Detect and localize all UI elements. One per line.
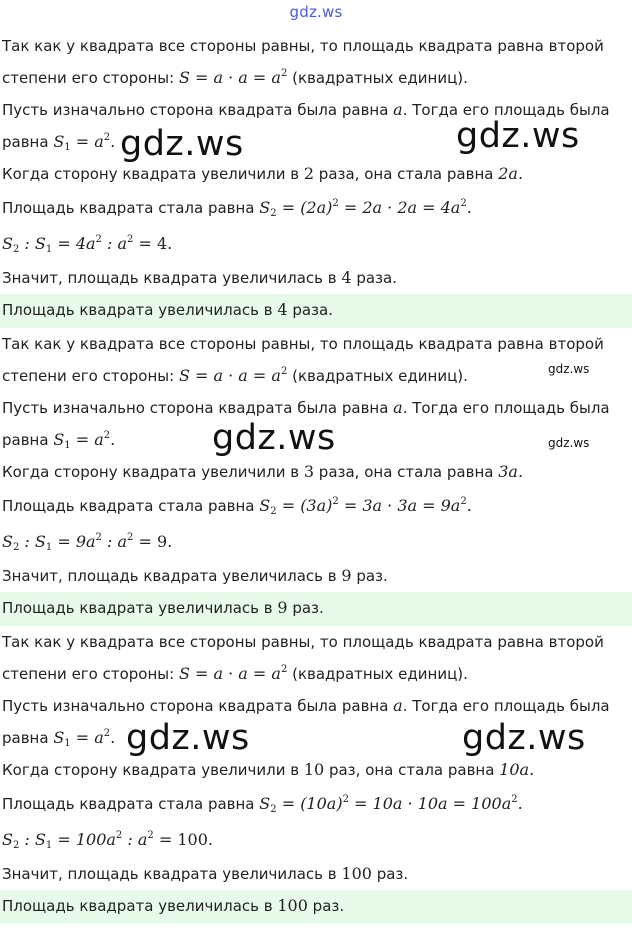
assumption-line: Пусть изначально сторона квадрата была равна a. Тогда его площадь была bbox=[2, 398, 610, 417]
answer-box: Площадь квадрата увеличилась в 4 раза. bbox=[0, 294, 632, 328]
solution-section-3 bbox=[0, 626, 632, 924]
new-area-formula: $S_2 = (3a)^2 = 3a \cdot 3a = 9a^2$. bbox=[259, 496, 472, 517]
area-formula: $S = a \cdot a = a^2$ bbox=[178, 366, 288, 385]
watermark-text: gdz.ws bbox=[462, 718, 586, 758]
area-formula: $S = a \cdot a = a^2$ bbox=[178, 664, 288, 683]
new-area-line: Площадь квадрата стала равна $S_2 = (2a)^2 = 2a \cdot 2a = 4a^2$. bbox=[2, 198, 472, 219]
ratio-line bbox=[0, 524, 632, 560]
solution-section-2 bbox=[0, 328, 632, 626]
assumption-line: Пусть изначально сторона квадрата была равна a. Тогда его площадь была bbox=[2, 696, 610, 715]
statement-line: Так как у квадрата все стороны равны, то площадь квадрата равна второй bbox=[2, 633, 604, 651]
area-formula-line: степени его стороны: $S = a \cdot a = a^2$ (квадратных единиц). bbox=[2, 68, 468, 87]
ratio-formula: $S_2$ : $S_1 = 100a^2$ : $a^2 = 100$. bbox=[2, 830, 213, 851]
site-logo[interactable]: gdz.ws bbox=[289, 3, 343, 21]
watermark-text: gdz.ws bbox=[126, 718, 250, 758]
answer-box: Площадь квадрата увеличилась в 9 раз. bbox=[0, 592, 632, 626]
area-formula-line: степени его стороны: $S = a \cdot a = a^2$ (квадратных единиц). bbox=[2, 664, 468, 683]
ratio-line bbox=[0, 226, 632, 262]
assumption-line: Пусть изначально сторона квадрата была равна a. Тогда его площадь была bbox=[2, 100, 610, 119]
new-area-formula: $S_2 = (10a)^2 = 10a \cdot 10a = 100a^2$. bbox=[259, 794, 523, 815]
watermark-text: gdz.ws bbox=[548, 436, 590, 450]
conclusion-line: Значит, площадь квадрата увеличилась в 100 раз. bbox=[2, 864, 409, 883]
watermark-text: gdz.ws bbox=[212, 418, 336, 458]
new-area-line: Площадь квадрата стала равна $S_2 = (3a)^2 = 3a \cdot 3a = 9a^2$. bbox=[2, 496, 472, 517]
initial-area-formula: $S_1 = a^2$. bbox=[53, 728, 116, 749]
ratio-line bbox=[0, 822, 632, 858]
initial-area-formula: $S_1 = a^2$. bbox=[53, 430, 116, 451]
side-increase-line: Когда сторону квадрата увеличили в 2 раза, она стала равна 2a. bbox=[2, 164, 524, 183]
initial-area-formula: $S_1 = a^2$. bbox=[53, 132, 116, 153]
watermark-text: gdz.ws bbox=[456, 116, 580, 156]
initial-area-line: равна $S_1 = a^2$. bbox=[2, 132, 116, 153]
statement-line: Так как у квадрата все стороны равны, то площадь квадрата равна второй bbox=[2, 335, 604, 353]
ratio-formula: $S_2$ : $S_1 = 9a^2$ : $a^2 = 9$. bbox=[2, 532, 173, 553]
initial-area-line: равна $S_1 = a^2$. bbox=[2, 728, 116, 749]
ratio-formula: $S_2$ : $S_1 = 4a^2$ : $a^2 = 4$. bbox=[2, 234, 173, 255]
new-area-formula: $S_2 = (2a)^2 = 2a \cdot 2a = 4a^2$. bbox=[259, 198, 472, 219]
new-area-line: Площадь квадрата стала равна $S_2 = (10a)^2 = 10a \cdot 10a = 100a^2$. bbox=[2, 794, 523, 815]
answer-box: Площадь квадрата увеличилась в 100 раз. bbox=[0, 890, 632, 924]
solution-section-1 bbox=[0, 30, 632, 328]
side-increase-line: Когда сторону квадрата увеличили в 10 раз, она стала равна 10a. bbox=[2, 760, 535, 779]
conclusion-line: Значит, площадь квадрата увеличилась в 4 раза. bbox=[2, 268, 397, 287]
area-formula: $S = a \cdot a = a^2$ bbox=[178, 68, 288, 87]
watermark-text: gdz.ws bbox=[548, 362, 590, 376]
watermark-text: gdz.ws bbox=[120, 124, 244, 164]
solution-content bbox=[0, 30, 632, 924]
initial-area-line: равна $S_1 = a^2$. bbox=[2, 430, 116, 451]
area-formula-line: степени его стороны: $S = a \cdot a = a^2$ (квадратных единиц). bbox=[2, 366, 468, 385]
statement-line: Так как у квадрата все стороны равны, то площадь квадрата равна второй bbox=[2, 37, 604, 55]
conclusion-line: Значит, площадь квадрата увеличилась в 9 раз. bbox=[2, 566, 388, 585]
side-increase-line: Когда сторону квадрата увеличили в 3 раза, она стала равна 3a. bbox=[2, 462, 524, 481]
